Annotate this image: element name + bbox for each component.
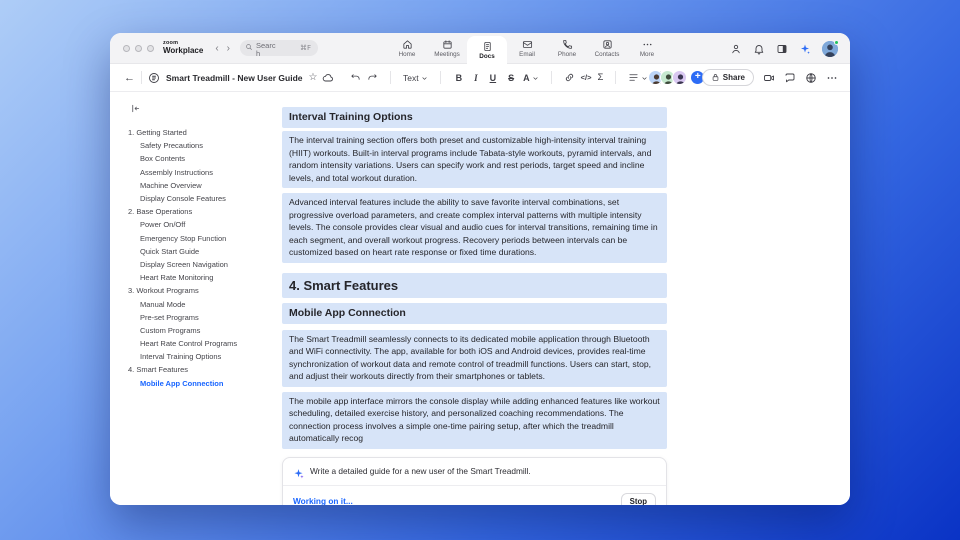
window-controls [123, 45, 154, 52]
doc-heading[interactable]: Mobile App Connection [282, 303, 667, 324]
ai-prompt-text: Write a detailed guide for a new user of the Smart Treadmill. [310, 466, 531, 476]
bold-button[interactable]: B [455, 72, 463, 83]
outline-item[interactable]: Quick Start Guide [140, 246, 200, 256]
doc-back-button[interactable]: ← [124, 71, 135, 84]
app-topbar [110, 33, 850, 64]
more-options-icon[interactable] [826, 72, 838, 84]
tab-more[interactable] [627, 33, 667, 64]
document-content [282, 107, 667, 505]
chevron-down-icon [532, 74, 539, 81]
outline-item[interactable]: Emergency Stop Function [140, 233, 227, 243]
nav-back-button[interactable]: ‹ [215, 42, 219, 54]
outline-item[interactable]: Display Console Features [140, 194, 226, 204]
lock-icon [711, 73, 720, 82]
outline-item[interactable]: Heart Rate Monitoring [140, 273, 214, 283]
tab-label: Phone [557, 51, 577, 58]
formula-button[interactable]: Σ [597, 72, 604, 83]
outline-item[interactable]: Safety Precautions [140, 141, 203, 151]
collaborator-avatar[interactable] [672, 70, 687, 85]
chat-bubble-icon[interactable] [784, 72, 796, 84]
tab-label: Email [519, 51, 535, 58]
outline-item[interactable]: Power On/Off [140, 220, 186, 230]
text-color-dropdown[interactable] [523, 73, 539, 83]
tab-contacts[interactable] [587, 33, 627, 64]
doc-heading[interactable]: 4. Smart Features [282, 273, 667, 298]
outline-sidebar [110, 92, 282, 505]
outline-item[interactable]: 4. Smart Features [128, 365, 189, 375]
outline-item[interactable]: 1. Getting Started [128, 128, 187, 138]
ai-sparkle-icon [293, 466, 304, 477]
tab-label: Contacts [594, 51, 620, 58]
search-icon [245, 43, 253, 51]
undo-icon[interactable] [350, 72, 361, 83]
topbar-right-actions [730, 33, 838, 64]
doc-icon [482, 41, 493, 52]
ai-companion-icon[interactable] [799, 43, 811, 55]
align-dropdown[interactable] [628, 72, 648, 83]
maximize-window-button[interactable] [147, 45, 154, 52]
logo-zoom-text: zoom [163, 39, 179, 46]
tab-label: Docs [479, 52, 495, 60]
redo-icon[interactable] [367, 72, 378, 83]
phone-icon [562, 39, 573, 50]
text-style-label: Text [403, 72, 419, 83]
tab-home[interactable] [387, 33, 427, 64]
ai-prompt-row [283, 458, 666, 486]
minimize-window-button[interactable] [135, 45, 142, 52]
nav-forward-button[interactable]: › [226, 42, 230, 54]
calendar-icon [442, 39, 453, 50]
outline-item[interactable]: 3. Workout Programs [128, 286, 199, 296]
link-icon[interactable] [564, 72, 575, 83]
document-workspace [110, 92, 850, 505]
collaborator-avatars [648, 70, 687, 85]
outline-item[interactable]: Custom Programs [140, 325, 201, 335]
outline-item[interactable]: Heart Rate Control Programs [140, 339, 238, 349]
tab-label: More [639, 51, 655, 58]
zoom-workplace-window [110, 33, 850, 505]
share-button[interactable] [702, 69, 754, 86]
chevron-down-icon [421, 74, 428, 81]
video-camera-icon[interactable] [763, 72, 775, 84]
tab-label: Meetings [434, 51, 460, 58]
strikethrough-button[interactable]: S [508, 72, 515, 83]
outline-list [110, 126, 282, 390]
outline-item[interactable]: Assembly Instructions [140, 167, 213, 177]
outline-item[interactable]: Box Contents [140, 154, 186, 164]
tab-email[interactable] [507, 33, 547, 64]
search-shortcut: ⌘F [299, 44, 311, 52]
document-actions [648, 69, 838, 86]
document-title[interactable]: Smart Treadmill - New User Guide [166, 72, 303, 83]
main-nav-tabs [387, 33, 667, 64]
outline-item[interactable]: Display Screen Navigation [140, 259, 228, 269]
profile-icon[interactable] [730, 43, 742, 55]
insert-plus-button[interactable]: + [691, 71, 704, 84]
doc-paragraph[interactable]: The interval training section offers both preset and customizable high-intensity interval training (HIIT) workouts. Built-in interval programs include Tabata-style workouts, pyramid intervals, and random intensity variations. Users can specify work and rest periods, target speed and incline levels, and total workout duration. [282, 131, 667, 188]
logo-workplace-text: Workplace [163, 46, 204, 56]
text-style-dropdown[interactable] [403, 73, 428, 83]
user-avatar[interactable] [822, 41, 838, 57]
zoom-workplace-logo [163, 41, 203, 56]
doc-badge-icon [148, 72, 160, 84]
doc-paragraph[interactable]: Advanced interval features include the ability to save favorite interval combinations, set progressive overload parameters, and create complex interval patterns with multiple intensity levels. The console provides clear visual and audio cues for interval transitions, remaining time in each segment, and overall workout progress. Recovery periods between intervals can be customized based on heart rate response or fixed time durations. [282, 193, 667, 263]
ai-status-row [283, 486, 666, 506]
tab-label: Home [398, 51, 416, 58]
tab-phone[interactable] [547, 33, 587, 64]
underline-button[interactable]: U [489, 72, 497, 83]
home-icon [402, 39, 413, 50]
text-color-label: A [523, 72, 530, 83]
doc-paragraph[interactable]: The Smart Treadmill seamlessly connects to its dedicated mobile application through Bluetooth and WiFi connectivity. The app, available for both iOS and Android devices, provides real-time synchronization of workout data and remote control of treadmill functions. Users can start, stop, and adjust their workouts directly from their smartphones or tablets. [282, 330, 667, 387]
side-panel-toggle-icon[interactable] [776, 43, 788, 55]
ai-companion-panel [282, 457, 667, 506]
more-dots-icon [642, 39, 653, 50]
outline-item[interactable]: Machine Overview [140, 180, 202, 190]
global-search-input[interactable] [240, 40, 318, 56]
outline-item[interactable]: 2. Base Operations [128, 207, 193, 217]
doc-paragraph[interactable]: The mobile app interface mirrors the console display while adding enhanced features like workout scheduling, detailed exercise history, and personalized coaching recommendations. The connection process involves a simple one-time pairing setup, after which the treadmill automatically recog [282, 392, 667, 449]
document-toolbar [110, 64, 850, 92]
italic-button[interactable]: I [474, 72, 478, 83]
cloud-sync-icon[interactable] [322, 72, 334, 84]
tab-meetings[interactable] [427, 33, 467, 64]
close-window-button[interactable] [123, 45, 130, 52]
contacts-icon [602, 39, 613, 50]
align-left-icon [628, 72, 639, 83]
doc-heading[interactable]: Interval Training Options [282, 107, 667, 128]
ai-status-text: Working on it... [293, 496, 353, 505]
outline-item[interactable]: Interval Training Options [140, 352, 222, 362]
favorite-star-icon[interactable]: ☆ [308, 72, 318, 83]
tab-docs[interactable] [467, 36, 507, 64]
mail-icon [522, 39, 533, 50]
outline-item[interactable]: Pre-set Programs [140, 312, 199, 322]
search-placeholder: Search [256, 41, 276, 58]
outline-item[interactable]: Manual Mode [140, 299, 186, 309]
share-label: Share [722, 73, 745, 82]
notifications-bell-icon[interactable] [753, 43, 765, 55]
stop-button[interactable]: Stop [621, 493, 656, 506]
outline-item-active[interactable]: Mobile App Connection [140, 378, 224, 388]
collapse-outline-icon[interactable] [130, 101, 141, 118]
code-button[interactable]: </> [580, 73, 592, 82]
globe-icon[interactable] [805, 72, 817, 84]
presence-dot [834, 40, 839, 45]
